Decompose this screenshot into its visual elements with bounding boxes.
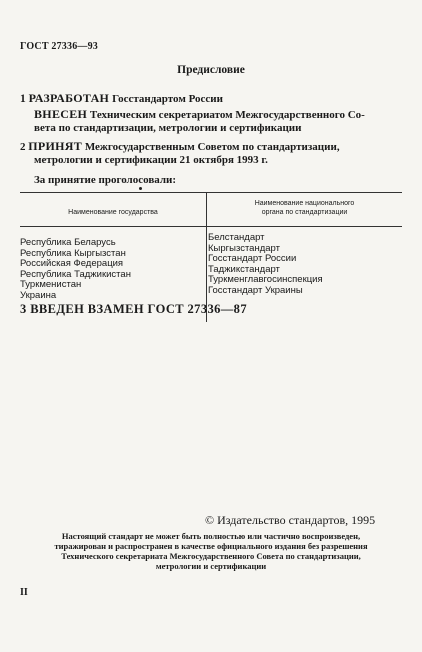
section-1-text: Госстандартом России bbox=[112, 93, 223, 105]
document-code: ГОСТ 27336—93 bbox=[20, 41, 99, 52]
section-3-number: 3 bbox=[20, 302, 27, 316]
section-2-line-1: Межгосударственным Советом по стандартизации, bbox=[84, 141, 340, 153]
table-cell-body: Таджикстандарт bbox=[208, 263, 280, 275]
table-states-column bbox=[20, 238, 131, 302]
table-cell-state: Республика Беларусь bbox=[20, 237, 116, 248]
table-cell-state: Российская Федерация bbox=[20, 258, 124, 270]
page-title: Предисловие bbox=[177, 64, 245, 76]
section-2-number: 2 bbox=[20, 141, 26, 153]
notice-line: тиражирован и распространен в качестве официального издания без разрешения bbox=[54, 541, 368, 551]
table-cell-body: Госстандарт Украины bbox=[208, 284, 303, 296]
table-header-body-line-2: органа по стандартизации bbox=[261, 209, 348, 216]
submitted-line-1: Техническим секретариатом Межгосударственного Со- bbox=[89, 109, 365, 121]
table-cell-state: Республика Таджикистан bbox=[20, 268, 131, 280]
section-1 bbox=[20, 91, 223, 106]
section-1-keyword: РАЗРАБОТАН bbox=[28, 91, 110, 105]
table-cell-body: Госстандарт России bbox=[208, 253, 297, 265]
table-top-rule bbox=[20, 192, 402, 193]
section-3 bbox=[20, 302, 247, 317]
table-cell-body: Белстандарт bbox=[208, 232, 265, 243]
section-3-text: ВВЕДЕН ВЗАМЕН ГОСТ 27336—87 bbox=[30, 302, 247, 316]
page-number: II bbox=[20, 587, 28, 598]
table-bodies-column bbox=[208, 233, 323, 297]
table-cell-state: Украина bbox=[20, 289, 57, 301]
section-1-submitted bbox=[34, 108, 365, 135]
notice-line: Настоящий стандарт не может быть полностью или частично воспроизведен, bbox=[61, 531, 361, 541]
table-cell-state: Республика Кыргызстан bbox=[20, 247, 126, 259]
copyright-notice: © Издательство стандартов, 1995 bbox=[205, 513, 376, 527]
submitted-line-2: вета по стандартизации, метрологии и сертификации bbox=[34, 122, 302, 134]
section-2-line-2: метрологии и сертификации 21 октября 1993 г. bbox=[34, 154, 268, 166]
table-header-rule bbox=[20, 226, 402, 227]
notice-line: Технического секретариата Межгосударственного Совета по стандартизации, bbox=[61, 551, 361, 561]
table-header-state: Наименование государства bbox=[68, 209, 158, 216]
table-header-body bbox=[207, 199, 402, 217]
notice-line: метрологии и сертификации bbox=[155, 561, 267, 571]
table-cell-state: Туркменистан bbox=[20, 279, 82, 291]
section-2 bbox=[20, 140, 340, 167]
section-1-number: 1 bbox=[20, 93, 26, 105]
reproduction-notice bbox=[20, 531, 402, 571]
stray-mark bbox=[139, 187, 142, 190]
table-header-body-line-1: Наименование национального bbox=[254, 200, 355, 207]
submitted-keyword: ВНЕСЕН bbox=[34, 107, 88, 121]
section-2-keyword: ПРИНЯТ bbox=[28, 139, 83, 153]
voted-label: За принятие проголосовали: bbox=[34, 174, 177, 186]
table-cell-body: Туркменглавгосинспекция bbox=[208, 274, 323, 286]
table-cell-body: Кыргызстандарт bbox=[208, 242, 280, 254]
